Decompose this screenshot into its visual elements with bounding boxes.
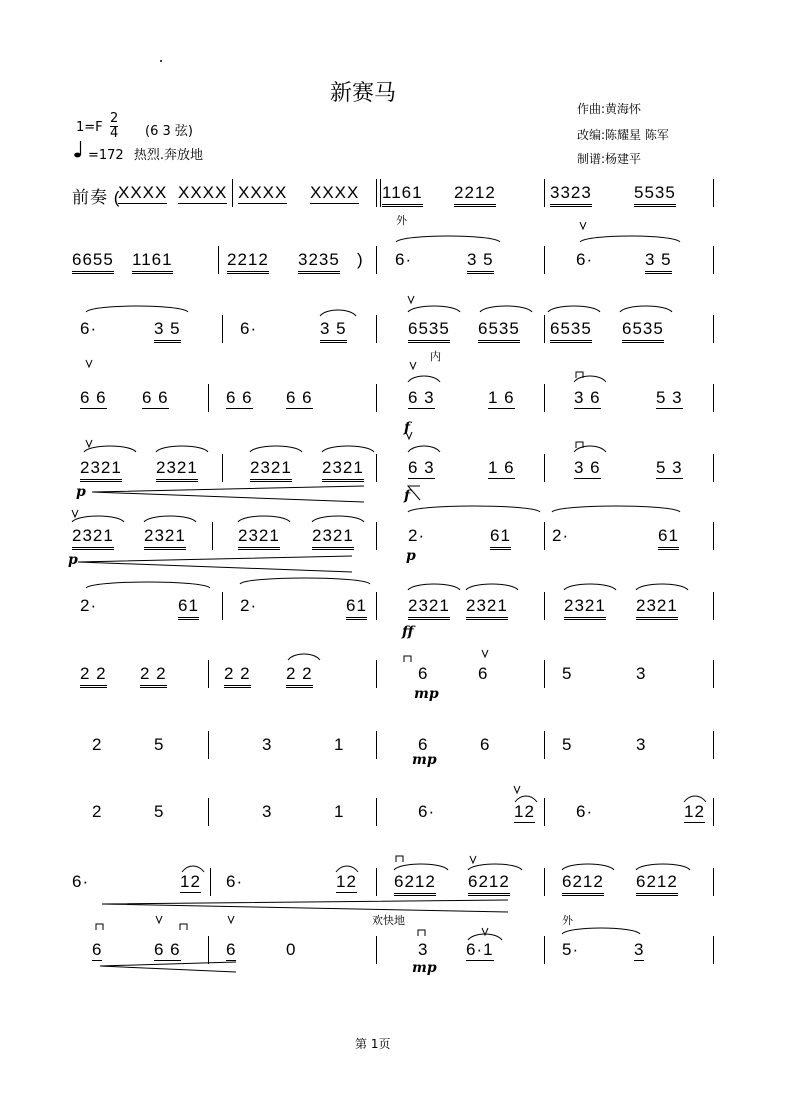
- time-numerator: 2: [110, 111, 119, 126]
- slur: [515, 796, 537, 802]
- note-group: XXXX: [310, 183, 360, 202]
- note-group: 6·: [72, 872, 90, 891]
- note-group: 6·: [395, 250, 413, 269]
- performance-marking: 内: [430, 350, 441, 363]
- up-bow-icon: [408, 296, 414, 303]
- down-bow-icon: [180, 924, 187, 930]
- transcriber-credit: 制谱:杨建平: [577, 152, 642, 166]
- note-group: 3: [636, 664, 647, 683]
- note-group: 3: [262, 802, 273, 821]
- slur: [408, 306, 460, 312]
- expression-marking: 热烈.奔放地: [133, 148, 203, 163]
- note-group: 2·: [240, 596, 258, 615]
- note-group: 6 6: [154, 940, 181, 959]
- slur: [320, 310, 356, 316]
- note-group: 2·: [80, 596, 98, 615]
- slur: [468, 864, 522, 870]
- note-group: 5: [562, 664, 573, 683]
- slur: [574, 376, 606, 382]
- note-group: 2212: [454, 183, 496, 207]
- slur: [408, 584, 460, 590]
- note-group: 6655: [72, 250, 114, 274]
- dynamic-marking: ff: [402, 624, 414, 640]
- note-group: 12: [684, 802, 705, 821]
- note-group: 6 6: [142, 388, 169, 407]
- note-group: 5: [154, 735, 165, 754]
- note-group: 6: [480, 735, 491, 754]
- note-group: 2 2: [80, 664, 107, 688]
- slur: [562, 864, 614, 870]
- note-group: 6: [418, 735, 429, 754]
- note-group: 2321: [144, 526, 186, 550]
- up-bow-icon: [470, 856, 476, 863]
- note-group: 5535: [634, 183, 676, 207]
- slur: [580, 236, 680, 242]
- note-group: 3 6: [574, 458, 601, 477]
- composer-credit: 作曲:黄海怀: [577, 102, 642, 116]
- note-group: 6535: [622, 319, 664, 343]
- note-group: 6 6: [286, 388, 313, 407]
- note-group: 1161: [382, 183, 423, 207]
- note-group: 前奏 (: [72, 188, 121, 207]
- slur: [238, 516, 290, 522]
- hairpin: [78, 556, 352, 572]
- dynamic-marking: f: [404, 488, 411, 504]
- slur: [574, 446, 606, 452]
- note-group: 1 6: [488, 388, 515, 407]
- up-bow-icon: [410, 362, 416, 369]
- note-group: 6·: [576, 802, 594, 821]
- note-group: 6 6: [80, 388, 107, 407]
- slur: [336, 866, 358, 872]
- note-group: 3: [634, 940, 645, 959]
- slur: [84, 446, 136, 452]
- note-group: 61: [178, 596, 199, 620]
- note-group: 2321: [408, 596, 450, 620]
- slur: [250, 446, 302, 452]
- note-group: 6535: [408, 319, 450, 343]
- note-group: 5: [562, 735, 573, 754]
- performance-marking: 外: [396, 214, 407, 227]
- down-bow-icon: [96, 924, 103, 930]
- note-group: 3: [262, 735, 273, 754]
- slur: [396, 236, 500, 242]
- slur: [466, 584, 518, 590]
- note-group: 6 6: [226, 388, 253, 407]
- slur: [86, 306, 188, 312]
- note-group: 1: [334, 802, 345, 821]
- note-group: 6·: [240, 319, 258, 338]
- note-group: 61: [346, 596, 367, 620]
- note-group: 5: [154, 802, 165, 821]
- slur: [156, 446, 208, 452]
- up-bow-icon: [156, 916, 162, 923]
- note-group: 2·: [552, 526, 570, 545]
- note-group: 5 3: [656, 388, 683, 407]
- note-group: 2·: [408, 526, 426, 545]
- slur: [408, 446, 440, 452]
- tempo-value: =172: [88, 148, 124, 163]
- note-group: 6212: [562, 872, 604, 896]
- note-group: 6·1: [466, 940, 494, 959]
- note-group: 6·: [226, 872, 244, 891]
- slur: [636, 864, 690, 870]
- note-group: 2: [92, 735, 103, 754]
- slur: [72, 516, 124, 522]
- dynamic-marking: mp: [412, 752, 437, 768]
- note-group: 6: [92, 940, 103, 959]
- hairpin: [102, 900, 508, 912]
- note-group: 12: [514, 802, 535, 821]
- note-group: 6: [226, 940, 237, 959]
- slur: [86, 582, 210, 588]
- note-group: 5·: [562, 940, 580, 959]
- slur: [562, 928, 640, 934]
- note-group: 3: [418, 940, 429, 959]
- slur: [394, 864, 448, 870]
- hairpin: [92, 486, 364, 502]
- key-signature: 1=F: [76, 120, 103, 135]
- note-group: XXXX: [118, 183, 168, 202]
- note-group: 61: [658, 526, 679, 550]
- note-group: 2321: [564, 596, 606, 620]
- page-title: 新赛马: [330, 81, 397, 106]
- down-bow-icon: [418, 930, 425, 936]
- up-bow-icon: [86, 440, 92, 447]
- performance-marking: 欢快地: [372, 914, 405, 927]
- note-group: XXXX: [238, 183, 288, 202]
- up-bow-icon: [406, 432, 412, 439]
- note-group: 2321: [312, 526, 354, 550]
- slur: [240, 578, 370, 584]
- note-group: 3 5: [320, 319, 347, 343]
- up-bow-icon: [86, 360, 92, 367]
- note-group: 3 6: [574, 388, 601, 407]
- note-group: 3 5: [154, 319, 181, 343]
- dynamic-marking: p: [76, 484, 86, 500]
- note-group: 5 3: [656, 458, 683, 477]
- note-group: 6212: [394, 872, 436, 896]
- note-group: 6·: [418, 802, 436, 821]
- slur: [182, 866, 204, 872]
- slur: [548, 306, 600, 312]
- note-group: 6535: [478, 319, 520, 343]
- hairpin: [408, 486, 420, 500]
- slur: [408, 376, 440, 382]
- note-group: 3: [636, 735, 647, 754]
- note-group: 2321: [250, 458, 292, 482]
- time-denominator: 4: [110, 126, 119, 141]
- note-group: 6·: [576, 250, 594, 269]
- note-group: 61: [490, 526, 511, 550]
- note-group: 12: [180, 872, 201, 891]
- dynamic-marking: mp: [414, 686, 439, 702]
- note-group: 3 5: [467, 250, 494, 274]
- note-group: 6212: [636, 872, 678, 896]
- note-group: 2321: [466, 596, 508, 620]
- note-group: 2 2: [140, 664, 167, 688]
- arranger-credit: 改编:陈耀星 陈军: [577, 128, 669, 142]
- slur: [144, 516, 196, 522]
- slur: [288, 654, 320, 660]
- note-group: 6 3: [408, 388, 435, 407]
- note-group: 3235: [298, 250, 340, 274]
- note-group: XXXX: [178, 183, 228, 202]
- string-tuning: (6 3 弦): [145, 124, 193, 139]
- note-group: 3 5: [645, 250, 672, 274]
- dynamic-marking: p: [68, 552, 78, 568]
- note-group: 1 6: [488, 458, 515, 477]
- note-group: 2 2: [286, 664, 313, 688]
- note-group: 6212: [468, 872, 510, 896]
- up-bow-icon: [228, 916, 234, 923]
- slur: [552, 506, 680, 512]
- note-group: ): [357, 250, 364, 269]
- note-group: 6: [418, 664, 429, 683]
- up-bow-icon: [72, 510, 78, 517]
- slur: [408, 506, 540, 512]
- up-bow-icon: [514, 786, 520, 793]
- slur: [322, 446, 374, 452]
- slur: [480, 306, 532, 312]
- up-bow-icon: [482, 650, 488, 657]
- performance-marking: 外: [562, 914, 573, 927]
- note-group: 3323: [550, 183, 592, 207]
- dynamic-marking: p: [406, 548, 416, 564]
- note-group: 12: [336, 872, 357, 891]
- page-number: 第 1页: [355, 1037, 391, 1051]
- dynamic-marking: mp: [412, 960, 437, 976]
- note-group: 2321: [80, 458, 122, 482]
- slur: [636, 584, 688, 590]
- note-group: 2321: [322, 458, 364, 482]
- note-group: 2212: [227, 250, 269, 274]
- note-group: 1161: [132, 250, 173, 274]
- note-group: 2 2: [224, 664, 251, 688]
- slur: [312, 516, 364, 522]
- note-group: 2321: [636, 596, 678, 620]
- note-group: 6 3: [408, 458, 435, 477]
- note-group: 2321: [238, 526, 280, 550]
- slur: [620, 306, 672, 312]
- up-bow-icon: [580, 222, 586, 229]
- note-group: 6: [478, 664, 489, 683]
- slur: [684, 796, 706, 802]
- down-bow-icon: [404, 656, 411, 662]
- hairpin: [100, 962, 236, 972]
- dynamic-marking: f: [404, 420, 411, 436]
- slur: [564, 584, 616, 590]
- note-group: 6535: [550, 319, 592, 343]
- note-group: 2: [92, 802, 103, 821]
- down-bow-icon: [396, 856, 403, 862]
- note-group: 1: [334, 735, 345, 754]
- note-group: 2321: [156, 458, 198, 482]
- note-group: 2321: [72, 526, 114, 550]
- note-group: 0: [286, 940, 297, 959]
- note-group: 6·: [80, 319, 98, 338]
